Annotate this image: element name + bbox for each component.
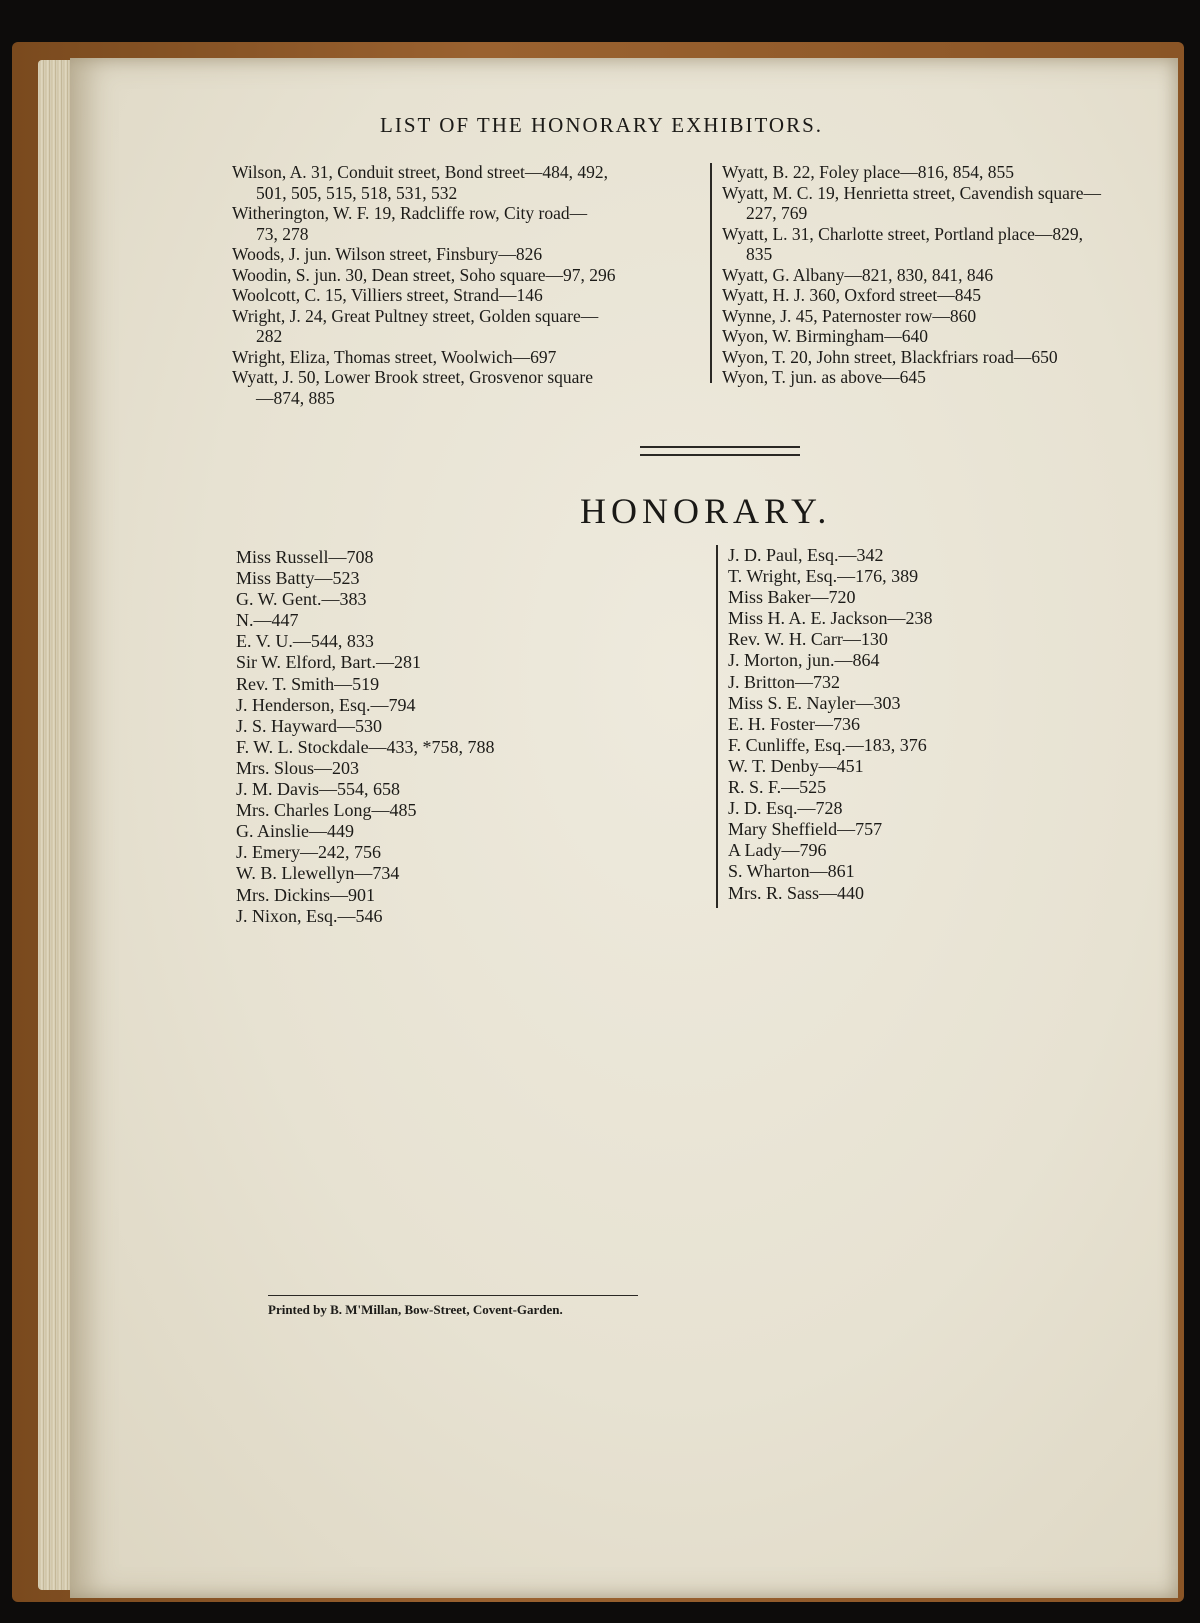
exhibitor-entry [232, 347, 702, 368]
honorary-entry: Mary Sheffield—757 [728, 819, 883, 840]
honorary-entry: W. T. Denby—451 [728, 755, 864, 776]
exhibitor-line: Wyatt, B. 22, Foley place—816, 854, 855 [722, 162, 1015, 182]
honorary-entry: J. M. Davis—554, 658 [236, 779, 401, 800]
exhibitor-entry [232, 244, 702, 265]
exhibitor-entry [722, 367, 1192, 388]
exhibitor-entry [232, 265, 702, 286]
page-title: LIST OF THE HONORARY EXHIBITORS. [380, 113, 824, 137]
exhibitor-line-continued: 227, 769 [746, 203, 808, 223]
honorary-left-column [236, 547, 676, 927]
honorary-entry: J. Nixon, Esq.—546 [236, 905, 383, 926]
exhibitor-line: Wyatt, M. C. 19, Henrietta street, Cavendish square— [722, 182, 1101, 203]
exhibitor-line: Witherington, W. F. 19, Radcliffe row, City road— [232, 203, 588, 223]
exhibitor-line: Wyatt, L. 31, Charlotte street, Portland place—829, [722, 223, 1084, 244]
exhibitor-entry [722, 285, 1192, 306]
honorary-entry: J. D. Esq.—728 [728, 798, 843, 819]
honorary-entry: N.—447 [236, 610, 299, 631]
honorary-entry: Miss Russell—708 [236, 547, 374, 567]
section-divider [640, 446, 800, 456]
exhibitor-entry [722, 183, 1192, 224]
honorary-entry: A Lady—796 [728, 840, 827, 861]
honorary-entry: F. Cunliffe, Esq.—183, 376 [728, 734, 927, 755]
exhibitor-line: Wyon, W. Birmingham—640 [722, 326, 929, 346]
honorary-entry: E. H. Foster—736 [728, 713, 860, 734]
honorary-entry: J. S. Hayward—530 [236, 715, 382, 736]
exhibitor-line: Wyatt, H. J. 360, Oxford street—845 [722, 285, 981, 305]
exhibitor-entry [722, 347, 1192, 368]
honorary-entry: Mrs. R. Sass—440 [728, 882, 865, 903]
exhibitors-right-column [722, 162, 1192, 388]
honorary-entry: Rev. T. Smith—519 [236, 673, 380, 694]
exhibitor-entry [232, 285, 702, 306]
exhibitor-line: Wright, J. 24, Great Pultney street, Golden square— [232, 305, 599, 326]
honorary-right-column [728, 545, 1168, 904]
honorary-entry: S. Wharton—861 [728, 861, 855, 882]
honorary-entry: J. Emery—242, 756 [236, 842, 381, 863]
exhibitor-line: Woolcott, C. 15, Villiers street, Strand—146 [232, 285, 543, 305]
exhibitor-entry [722, 265, 1192, 286]
honorary-entry: J. Henderson, Esq.—794 [236, 694, 416, 715]
column-divider-bottom [716, 545, 718, 908]
honorary-entry: W. B. Llewellyn—734 [236, 863, 400, 884]
exhibitor-line: Wynne, J. 45, Paternoster row—860 [722, 305, 977, 326]
exhibitor-line-continued: —874, 885 [256, 387, 335, 408]
printer-imprint: Printed by B. M'Millan, Bow-Street, Covent-Garden. [268, 1295, 638, 1318]
honorary-entry: F. W. L. Stockdale—433, *758, 788 [236, 736, 495, 757]
exhibitor-line: Woodin, S. jun. 30, Dean street, Soho square—97, 296 [232, 264, 616, 285]
exhibitor-entry [232, 162, 702, 203]
exhibitor-line: Wyon, T. jun. as above—645 [722, 367, 926, 387]
honorary-entry: T. Wright, Esq.—176, 389 [728, 566, 919, 587]
exhibitor-line: Wyatt, J. 50, Lower Brook street, Grosvenor square [232, 367, 594, 387]
honorary-entry: Mrs. Slous—203 [236, 757, 360, 778]
exhibitor-line-continued: 73, 278 [256, 223, 309, 244]
exhibitor-entry [232, 306, 702, 347]
exhibitor-line: Woods, J. jun. Wilson street, Finsbury—826 [232, 244, 543, 264]
exhibitor-line-continued: 835 [746, 244, 773, 264]
honorary-entry: J. Britton—732 [728, 671, 841, 692]
exhibitor-entry [722, 162, 1192, 183]
honorary-entry: J. D. Paul, Esq.—342 [728, 545, 884, 565]
honorary-entry: E. V. U.—544, 833 [236, 631, 374, 652]
exhibitor-entry [722, 326, 1192, 347]
exhibitor-line: Wyon, T. 20, John street, Blackfriars road—650 [722, 346, 1058, 367]
honorary-entry: J. Morton, jun.—864 [728, 650, 880, 671]
exhibitor-entry [722, 306, 1192, 327]
honorary-entry: G. Ainslie—449 [236, 821, 355, 842]
honorary-entry: Miss Baker—720 [728, 587, 856, 608]
exhibitor-entry [722, 224, 1192, 265]
honorary-entry: Miss Batty—523 [236, 568, 360, 589]
honorary-entry: R. S. F.—525 [728, 777, 827, 798]
column-divider-top [710, 163, 712, 383]
honorary-entry: Miss H. A. E. Jackson—238 [728, 608, 933, 629]
exhibitor-entry [232, 367, 702, 408]
exhibitors-left-column [232, 162, 702, 408]
section-title-honorary: HONORARY. [580, 491, 832, 531]
honorary-entry: G. W. Gent.—383 [236, 589, 367, 610]
exhibitor-line: Wyatt, G. Albany—821, 830, 841, 846 [722, 264, 994, 285]
honorary-entry: Sir W. Elford, Bart.—281 [236, 652, 421, 673]
exhibitor-line-continued: 282 [256, 326, 283, 346]
honorary-entry: Mrs. Charles Long—485 [236, 800, 417, 821]
honorary-entry: Rev. W. H. Carr—130 [728, 629, 888, 650]
exhibitor-line-continued: 501, 505, 515, 518, 531, 532 [256, 182, 458, 203]
honorary-entry: Miss S. E. Nayler—303 [728, 692, 901, 713]
exhibitor-entry [232, 203, 702, 244]
exhibitor-line: Wright, Eliza, Thomas street, Woolwich—697 [232, 346, 557, 367]
exhibitor-line: Wilson, A. 31, Conduit street, Bond street—484, 492, [232, 162, 609, 182]
honorary-entry: Mrs. Dickins—901 [236, 884, 375, 905]
